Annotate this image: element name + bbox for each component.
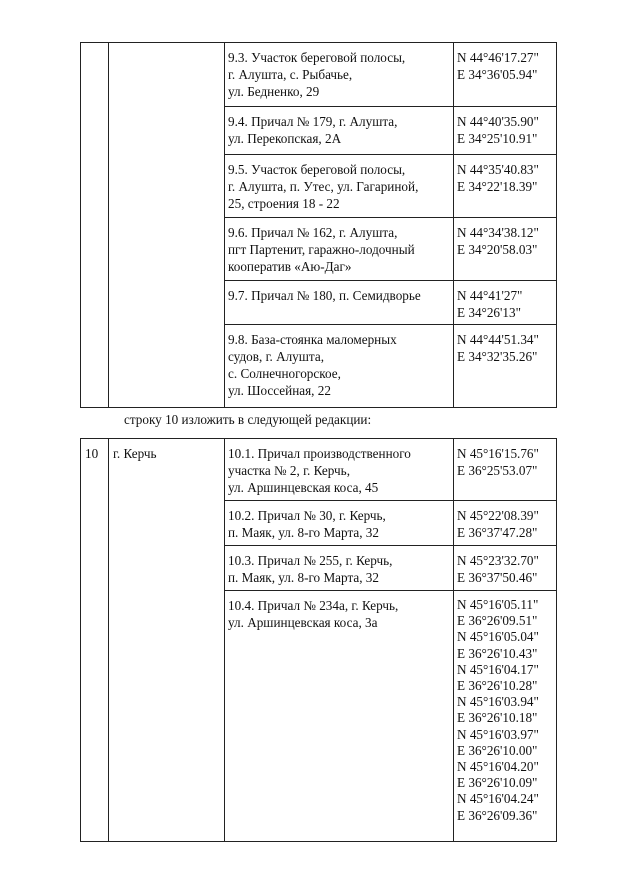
number-cell [81, 439, 109, 842]
description-cell [225, 546, 454, 591]
row-10-1-coordinates: N 45°16'15.76" E 36°25'53.07" [457, 446, 539, 478]
row-10-4-coordinates: N 45°16'05.11" E 36°26'09.51" N 45°16'05.04" E 36°26'10.43" N 45°16'04.17" E 36°26'10.28" N 45°16'03.94" E 36°26'10.18" N 45°16'03.97" E 36°26'10.00" N 45°16'04.20" E 36°26'10.09" N 45°16'04.24" E 36°26'09.36" [457, 597, 539, 823]
description-cell [225, 325, 454, 408]
description-cell [225, 107, 454, 155]
row-9-6-coordinates: N 44°34'38.12" E 34°20'58.03" [457, 225, 539, 257]
description-cell [225, 591, 454, 842]
row-9-8-coordinates: N 44°44'51.34" E 34°32'35.26" [457, 332, 539, 364]
description-cell [225, 501, 454, 546]
row-9-8-description: 9.8. База-стоянка маломерных судов, г. Алушта, с. Солнечногорское, ул. Шоссейная, 22 [228, 332, 397, 398]
coordinates-cell [454, 155, 557, 218]
number-cell [81, 43, 109, 408]
coordinates-cell [454, 107, 557, 155]
table-section-10 [80, 438, 557, 842]
row-9-5-description: 9.5. Участок береговой полосы, г. Алушта, п. Утес, ул. Гагариной, 25, строения 18 - 22 [228, 162, 419, 211]
row-10-2-coordinates: N 45°22'08.39" E 36°37'47.28" [457, 508, 539, 540]
city-name: г. Керчь [113, 446, 157, 461]
table-section-9 [80, 42, 557, 408]
coordinates-cell [454, 43, 557, 107]
row-10-1-description: 10.1. Причал производственного участка № 2, г. Керчь, ул. Аршинцевская коса, 45 [228, 446, 411, 495]
row-10-2-description: 10.2. Причал № 30, г. Керчь, п. Маяк, ул. 8-го Марта, 32 [228, 508, 386, 540]
coordinates-cell [454, 218, 557, 281]
row-number: 10 [85, 446, 99, 461]
row-9-4-coordinates: N 44°40'35.90" E 34°25'10.91" [457, 114, 539, 146]
description-cell [225, 218, 454, 281]
coordinates-cell [454, 501, 557, 546]
city-cell [109, 43, 225, 408]
row-10-4-description: 10.4. Причал № 234а, г. Керчь, ул. Аршинцевская коса, 3а [228, 598, 399, 630]
instruction-text: строку 10 изложить в следующей редакции: [124, 412, 372, 427]
city-cell [109, 439, 225, 842]
description-cell [225, 155, 454, 218]
row-9-7-coordinates: N 44°41'27" E 34°26'13" [457, 288, 523, 320]
coordinates-cell [454, 439, 557, 501]
coordinates-cell [454, 325, 557, 408]
table-row [81, 439, 557, 501]
coordinates-cell [454, 546, 557, 591]
description-cell [225, 43, 454, 107]
row-9-4-description: 9.4. Причал № 179, г. Алушта, ул. Перекопская, 2А [228, 114, 398, 146]
row-10-3-coordinates: N 45°23'32.70" E 36°37'50.46" [457, 553, 539, 585]
row-9-3-coordinates: N 44°46'17.27" E 34°36'05.94" [457, 50, 539, 82]
row-9-6-description: 9.6. Причал № 162, г. Алушта, пгт Партенит, гаражно-лодочный кооператив «Аю-Даг» [228, 225, 415, 274]
description-cell [225, 281, 454, 325]
row-9-7-description: 9.7. Причал № 180, п. Семидворье [228, 288, 421, 303]
description-cell [225, 439, 454, 501]
row-9-3-description: 9.3. Участок береговой полосы, г. Алушта, с. Рыбачье, ул. Бедненко, 29 [228, 50, 406, 99]
coordinates-cell [454, 591, 557, 842]
coordinates-cell [454, 281, 557, 325]
table-row [81, 43, 557, 107]
row-10-3-description: 10.3. Причал № 255, г. Керчь, п. Маяк, ул. 8-го Марта, 32 [228, 553, 393, 585]
row-9-5-coordinates: N 44°35'40.83" E 34°22'18.39" [457, 162, 539, 194]
